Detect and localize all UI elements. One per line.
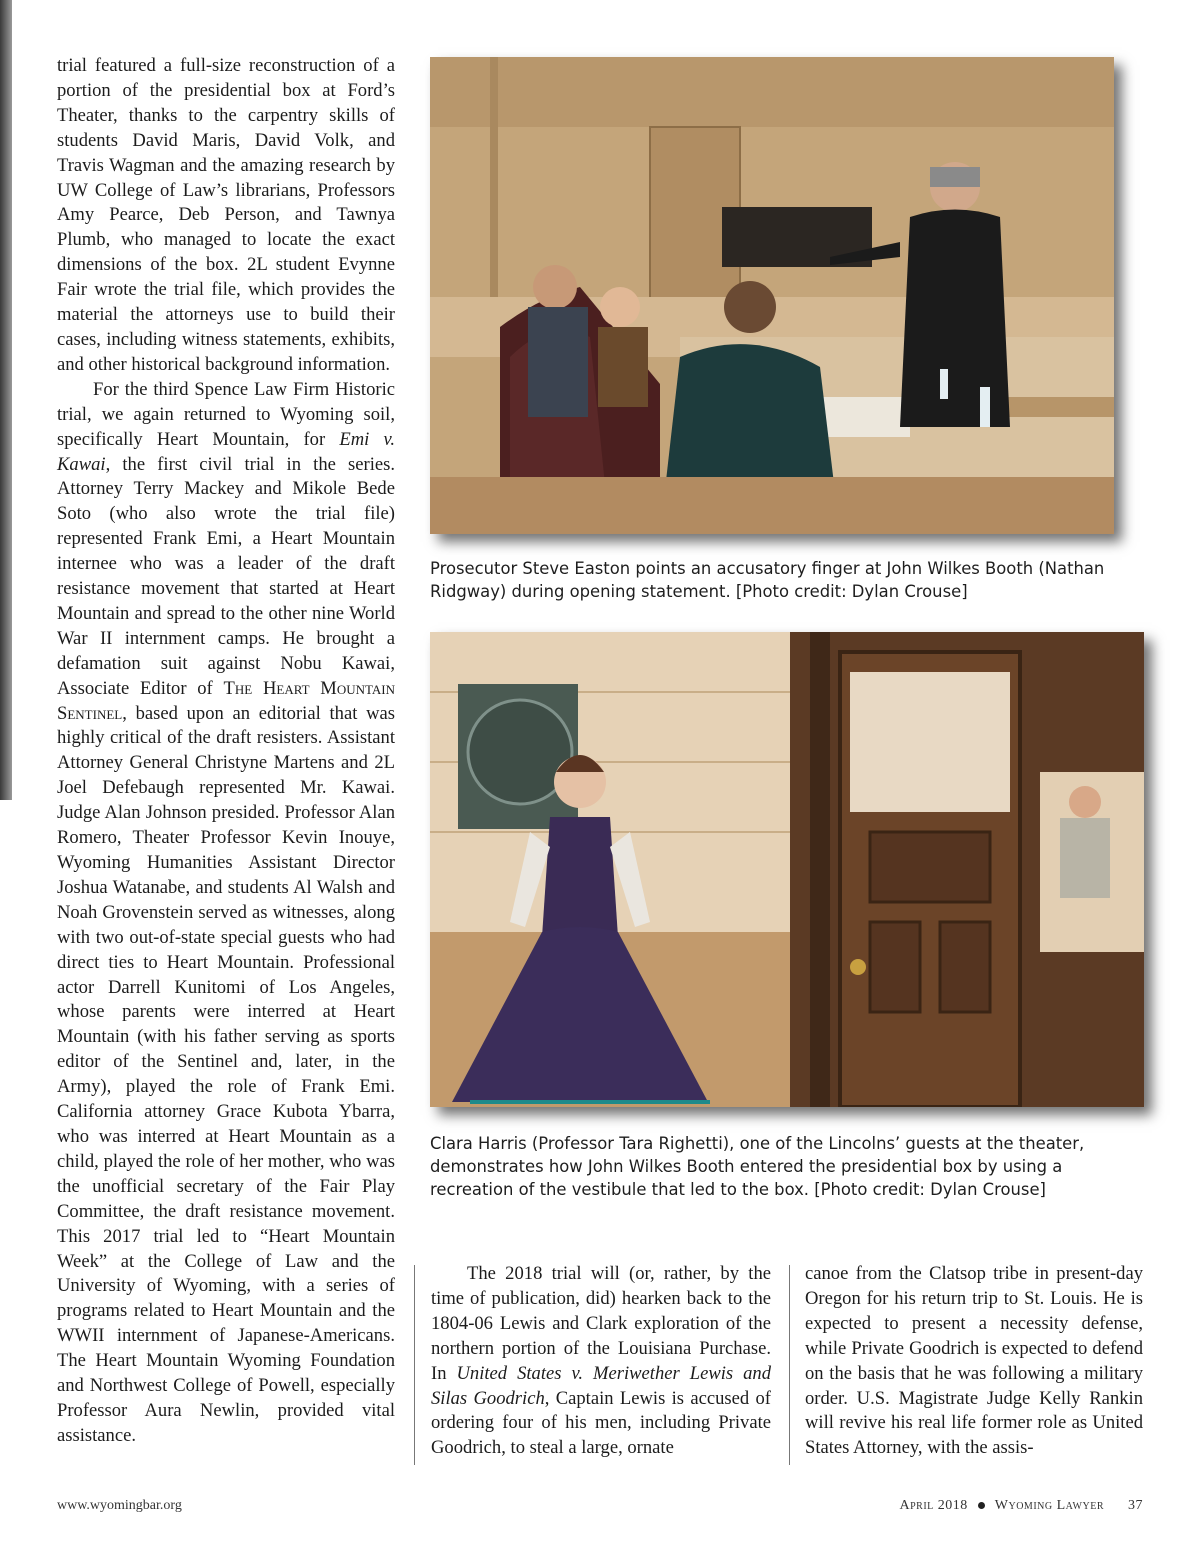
photo-1-caption: Prosecutor Steve Easton points an accusatory finger at John Wilkes Booth (Nathan Ridgway) during opening statement. [Photo credit: Dylan Crouse] xyxy=(430,559,1105,601)
case-name-lewis: United States v. Meriwether Lewis and Silas Goodrich xyxy=(431,1362,771,1409)
courtroom-illustration xyxy=(430,57,1114,534)
footer-issue-info xyxy=(899,1498,1143,1514)
bullet-icon xyxy=(978,1502,985,1509)
vestibule-illustration xyxy=(430,632,1144,1107)
footer-issue-date: April 2018 xyxy=(899,1498,968,1513)
case-name-emi: Emi v. Kawai xyxy=(57,428,395,475)
column-rule-left xyxy=(414,1265,415,1465)
photo-courtroom-opening-statement xyxy=(430,57,1114,534)
page-number: 37 xyxy=(1128,1498,1143,1513)
right-paragraph: canoe from the Clatsop tribe in present-day Oregon for his return trip to St. Louis. He is expected to present a necessity defense, while Private Goodrich is expected to defend on the basis that he was following a military order. U.S. Magistrate Judge Kelly Rankin will revive his real life former role as United States Attorney, with the assis- xyxy=(805,1263,1143,1459)
column-rule-right xyxy=(789,1265,790,1465)
right-text-column xyxy=(805,1262,1143,1461)
photo-vestibule-demonstration xyxy=(430,632,1144,1107)
middle-text-column xyxy=(431,1262,771,1461)
footer-website: www.wyomingbar.org xyxy=(57,1498,182,1513)
photo-2-caption: Clara Harris (Professor Tara Righetti), one of the Lincolns’ guests at the theater, demonstrates how John Wilkes Booth entered the presidential box by using a recreation of the vestibule that led to the box. [Photo credit: Dylan Crouse] xyxy=(430,1134,1085,1199)
page-edge-bar xyxy=(0,0,12,800)
left-text-column xyxy=(57,54,395,1449)
left-paragraph-1: trial featured a full-size reconstruction of a portion of the presidential box at Ford’s Theater, thanks to the carpentry skills of students David Maris, David Volk, and Travis Wagman and the amazing research by UW College of Law’s librarians, Professors Amy Pearce, Deb Person, and Tawnya Plumb, who managed to locate the exact dimensions of the box. 2L student Evynne Fair wrote the trial file, which provides the material the attorneys use to build their cases, including witness statements, exhibits, and other historical background information. xyxy=(57,55,395,375)
footer-magazine-name: Wyoming Lawyer xyxy=(994,1498,1104,1513)
left-paragraph-2: For the third Spence Law Firm Historic trial, we again returned to Wyoming soil, specifically Heart Mountain, for Emi v. Kawai, the first civil trial in the series. Attorney Terry Mackey and Mikole Bede Soto (who also wrote the trial file) represented Frank Emi, a Heart Mountain internee who was a leader of the draft resistance movement that started at Heart Mountain and spread to the other nine World War II internment camps. He brought a defamation suit against Nobu Kawai, Associate Editor of The Heart Mountain Sentinel, based upon an editorial that was highly critical of the draft resisters. Assistant Attorney General Christyne Martens and 2L Joel Defebaugh represented Mr. Kawai. Judge Alan Johnson presided. Professor Alan Romero, Theater Professor Kevin Inouye, Wyoming Humanities Assistant Director Joshua Watanabe, and students Al Walsh and Noah Grovenstein served as witnesses, along with two out-of-state special guests who had direct ties to Heart Mountain. Professional actor Darrell Kunitomi of Los Angeles, whose parents were interred at Heart Mountain (with his father serving as sports editor of the Sentinel and, later, in the Army), played the role of Frank Emi. California attorney Grace Kubota Ybarra, who was interred at Heart Mountain as a child, played the role of her mother, who was the unofficial secretary of the Fair Play Committee, the draft resistance movement. This 2017 trial led to “Heart Mountain Week” at the College of Law and the University of Wyoming, with a series of programs related to Heart Mountain and the WWII internment of Japanese-Americans. The Heart Mountain Wyoming Foundation and Northwest College of Powell, especially Professor Aura Newlin, provided vital assistance. xyxy=(57,378,395,1446)
newspaper-title: The Heart Mountain Sentinel xyxy=(57,677,395,724)
middle-paragraph: The 2018 trial will (or, rather, by the time of publication, did) hearken back to the 1804-06 Lewis and Clark exploration of the northern portion of the Louisiana Purchase. In United States v. Meriwether Lewis and Silas Goodrich, Captain Lewis is accused of ordering four of his men, including Private Goodrich, to steal a large, ornate xyxy=(431,1263,771,1459)
